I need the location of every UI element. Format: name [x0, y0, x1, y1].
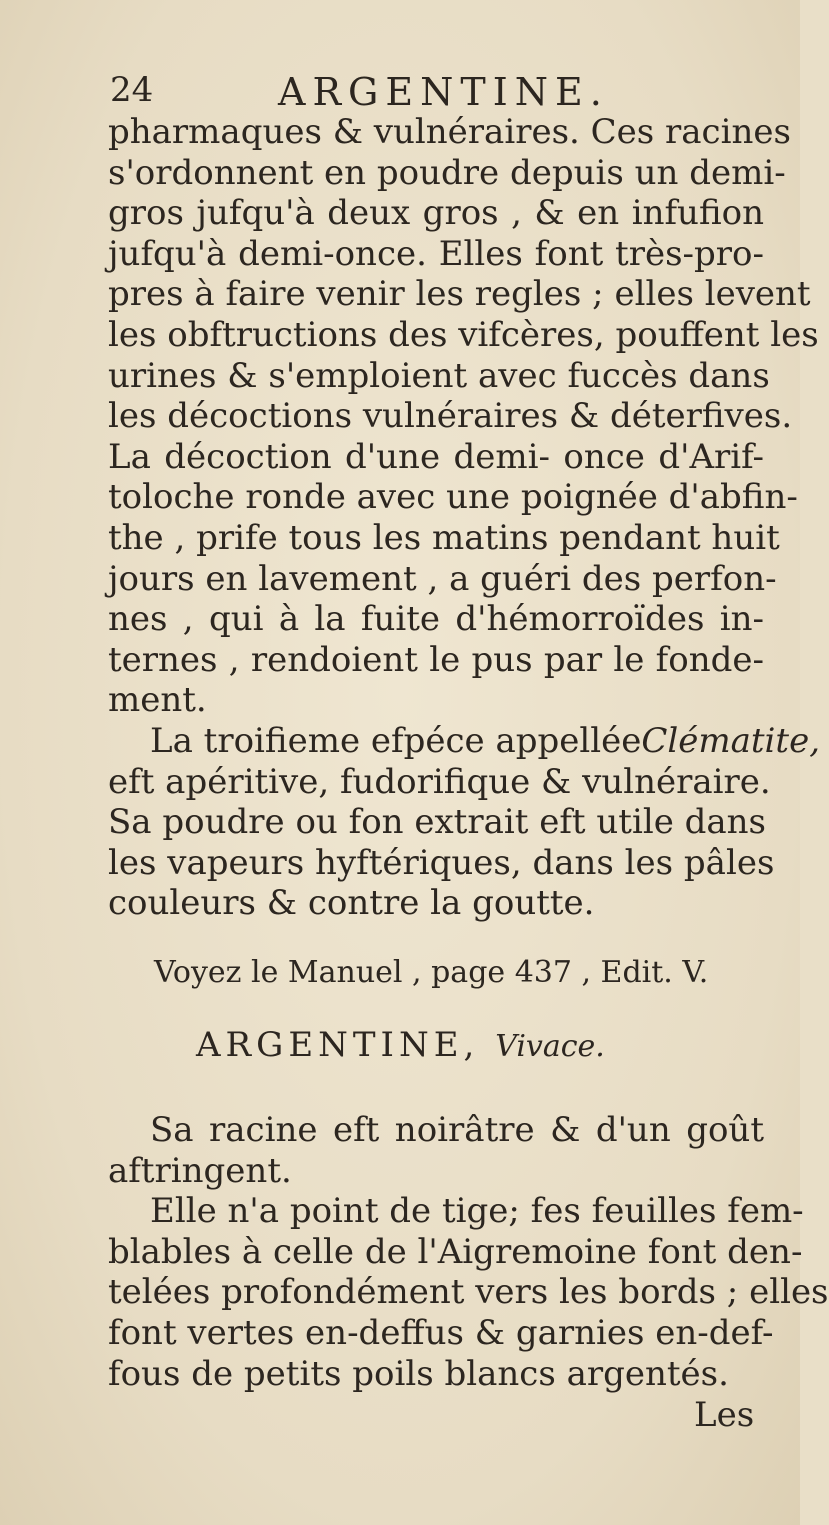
text-line: gros jufqu'à deux gros , & en infufion	[108, 193, 764, 234]
text-line: couleurs & contre la goutte.	[108, 883, 595, 924]
text-line: the , prife tous les matins pendant huit	[108, 517, 780, 558]
text-line: urines & s'emploient avec fuccès dans	[108, 355, 770, 396]
catchword: Les	[694, 1395, 755, 1435]
text-line: jours en lavement , a guéri des perfon-	[108, 558, 777, 599]
text-line: pharmaques & vulnéraires. Ces racines	[108, 112, 791, 152]
text-line: les décoctions vulnéraires & déterfives.	[108, 396, 793, 437]
section-text	[108, 1110, 829, 1394]
text-line: aftringent.	[108, 1150, 292, 1191]
page-number: 24	[110, 70, 154, 110]
text-line: font vertes en-deffus & garnies en-def-	[108, 1312, 774, 1353]
text-line: pres à faire venir les regles ; elles levent	[108, 274, 811, 315]
text-line: Sa poudre ou fon extrait eft utile dans	[108, 802, 767, 843]
section-title-italic: Vivace.	[495, 1029, 605, 1064]
text-line: fous de petits poils blancs argentés.	[108, 1353, 729, 1394]
main-text	[108, 112, 821, 924]
text-line: ment.	[108, 680, 207, 721]
text-fragment: La troifieme efpéce appellée	[150, 720, 642, 761]
running-head: ARGENTINE.	[278, 70, 609, 114]
text-line: les obftructions des vifcères, pouffent les	[108, 314, 819, 355]
text-line: blables à celle de l'Aigremoine font den-	[108, 1231, 803, 1272]
text-line: s'ordonnent en poudre depuis un demi-	[108, 152, 786, 193]
italic-term: Clématite,	[641, 720, 821, 761]
text-line: ternes , rendoient le pus par le fonde-	[108, 639, 764, 680]
text-line	[108, 720, 821, 762]
text-line: La décoction d'une demi- once d'Arif-	[108, 436, 764, 477]
section-title	[196, 1025, 605, 1065]
text-line: les vapeurs hyftériques, dans les pâles	[108, 842, 775, 883]
manual-reference: Voyez le Manuel , page 437 , Edit. V.	[154, 955, 709, 990]
text-line: telées profondément vers les bords ; elles	[108, 1272, 829, 1313]
text-line: Elle n'a point de tige; fes feuilles fem-	[150, 1191, 804, 1232]
text-line: Sa racine eft noirâtre & d'un goût	[150, 1110, 764, 1150]
text-line: toloche ronde avec une poignée d'abfin-	[108, 477, 798, 518]
text-line: nes , qui à la fuite d'hémorroïdes in-	[108, 599, 764, 640]
text-line: eft apéritive, fudorifique & vulnéraire.	[108, 761, 771, 802]
text-line: jufqu'à demi-once. Elles font très-pro-	[108, 233, 764, 274]
section-title-main: ARGENTINE,	[196, 1025, 480, 1065]
